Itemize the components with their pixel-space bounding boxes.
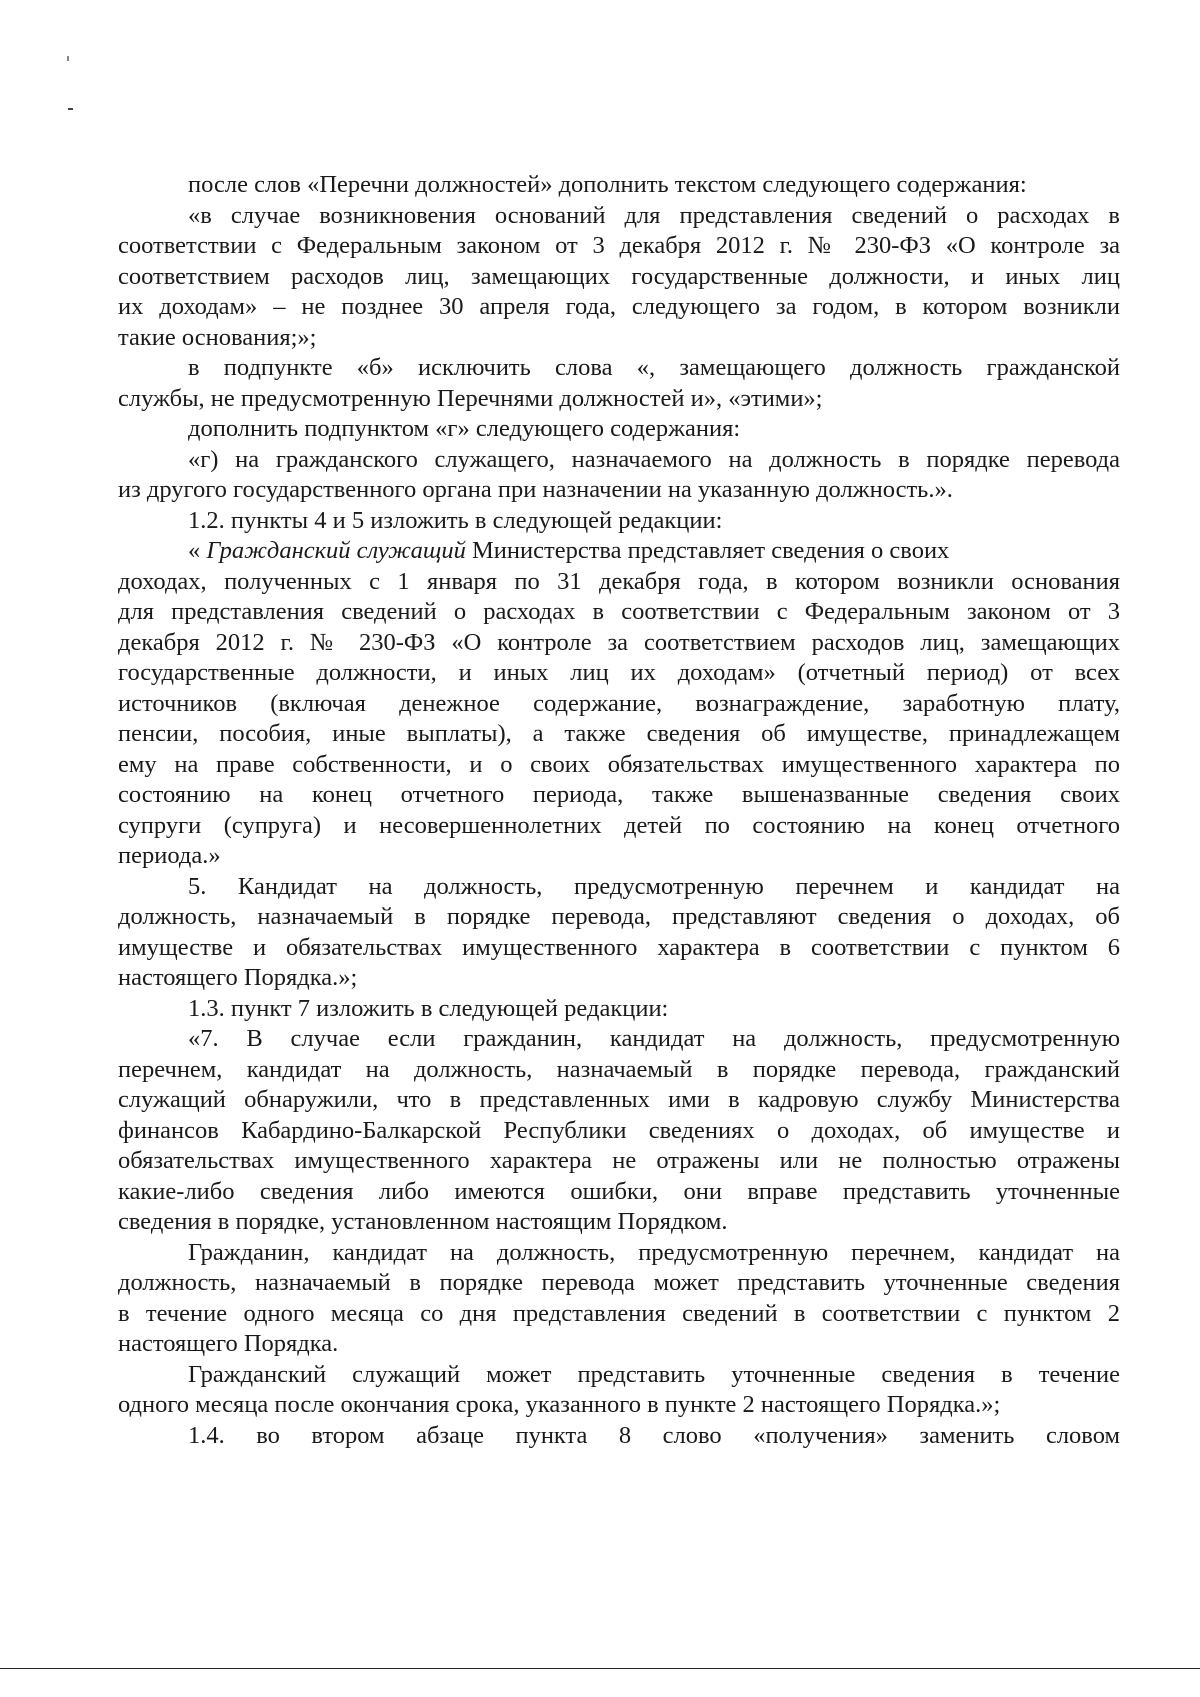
- text-line: «в случае возникновения оснований для представления сведений о расходах в: [188, 201, 1120, 229]
- text-fragment: Министерства представляет сведения о своих: [465, 537, 950, 564]
- text-line: в подпункте «б» исключить слова «, замещающего должность гражданской: [188, 354, 1120, 381]
- text-line: «7. В случае если гражданин, кандидат на должность, предусмотренную: [188, 1025, 1120, 1052]
- text-line: соответствии с Федеральным законом от 3 декабря 2012 г. № 230-ФЗ «О контроле за: [118, 232, 1120, 259]
- text-line: 1.3. пункт 7 изложить в следующей редакции:: [188, 994, 669, 1022]
- text-line: служащий обнаружили, что в представленных ими в кадровую службу Министерства: [118, 1086, 1120, 1113]
- text-line: «г) на гражданского служащего, назначаемого на должность в порядке перевода: [188, 445, 1120, 473]
- text-line: ему на праве собственности, и о своих обязательствах имущественного характера по: [118, 750, 1120, 778]
- text-line: источников (включая денежное содержание, вознаграждение, заработную плату,: [118, 689, 1120, 717]
- text-line: 5. Кандидат на должность, предусмотренную перечнем и кандидат на: [188, 872, 1120, 900]
- text-line: 1.4. во втором абзаце пункта 8 слово «получения» заменить словом: [188, 1421, 1120, 1449]
- text-line: для представления сведений о расходах в соответствии с Федеральным законом от 3: [118, 598, 1120, 625]
- text-line: из другого государственного органа при назначении на указанную должность.».: [118, 476, 953, 503]
- text-line: после слов «Перечни должностей» дополнить текстом следующего содержания:: [188, 171, 1027, 198]
- text-line: пенсии, пособия, иные выплаты), а также сведения об имуществе, принадлежащем: [118, 720, 1120, 747]
- text-line: перечнем, кандидат на должность, назначаемый в порядке перевода, гражданский: [118, 1055, 1120, 1083]
- text-line: дополнить подпунктом «г» следующего содержания:: [188, 415, 741, 442]
- page-bottom-rule: [0, 1668, 1200, 1669]
- scan-artifact: [67, 56, 69, 61]
- text-line: [118, 536, 1120, 567]
- text-line: должность, назначаемый в порядке перевода может представить уточненные сведения: [118, 1269, 1120, 1296]
- italic-fragment: Гражданский служащий: [206, 537, 466, 564]
- text-line: 1.2. пункты 4 и 5 изложить в следующей редакции:: [188, 506, 723, 534]
- text-line: должность, назначаемый в порядке перевода, представляют сведения о доходах, об: [118, 903, 1120, 930]
- text-line: службы, не предусмотренную Перечнями должностей и», «этими»;: [118, 384, 823, 412]
- text-line: супруги (супруга) и несовершеннолетних детей по состоянию на конец отчетного: [118, 811, 1120, 839]
- text-line: настоящего Порядка.»;: [118, 964, 358, 991]
- text-line: их доходам» – не позднее 30 апреля года, следующего за годом, в котором возникли: [118, 293, 1120, 320]
- text-line: состоянию на конец отчетного периода, также вышеназванные сведения своих: [118, 781, 1120, 808]
- text-line: такие основания;»;: [118, 323, 317, 351]
- text-line: какие-либо сведения либо имеются ошибки, они вправе представить уточненные: [118, 1177, 1120, 1205]
- text-line: имуществе и обязательствах имущественного характера в соответствии с пунктом 6: [118, 933, 1120, 961]
- document-body: [118, 170, 1120, 1451]
- text-line: настоящего Порядка.: [118, 1330, 339, 1357]
- text-line: доходах, полученных с 1 января по 31 декабря года, в котором возникли основания: [118, 567, 1120, 595]
- text-line: в течение одного месяца со дня представления сведений в соответствии с пунктом 2: [118, 1299, 1120, 1327]
- text-line: Гражданский служащий может представить уточненные сведения в течение: [188, 1360, 1120, 1388]
- text-line: обязательствах имущественного характера не отражены или не полностью отражены: [118, 1147, 1120, 1174]
- text-line: соответствием расходов лиц, замещающих государственные должности, и иных лиц: [118, 262, 1120, 290]
- text-line: одного месяца после окончания срока, указанного в пункте 2 настоящего Порядка.»;: [118, 1391, 1001, 1418]
- text-line: сведения в порядке, установленном настоящим Порядком.: [118, 1208, 728, 1235]
- text-line: финансов Кабардино-Балкарской Республики сведениях о доходах, об имуществе и: [118, 1116, 1120, 1144]
- text-line: декабря 2012 г. № 230-ФЗ «О контроле за соответствием расходов лиц, замещающих: [118, 628, 1120, 656]
- text-line: Гражданин, кандидат на должность, предусмотренную перечнем, кандидат на: [188, 1238, 1120, 1266]
- text-line: периода.»: [118, 842, 221, 869]
- text-fragment: «: [188, 537, 207, 564]
- scan-artifact: [68, 108, 73, 110]
- text-line: государственные должности, и иных лиц их доходам» (отчетный период) от всех: [118, 659, 1120, 686]
